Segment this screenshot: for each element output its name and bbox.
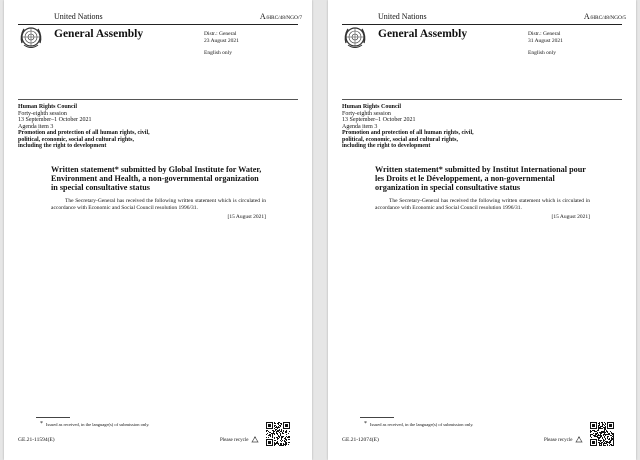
recycle-icon bbox=[574, 436, 584, 444]
agenda-item: Agenda item 3 bbox=[342, 123, 378, 130]
council-name: Human Rights Council bbox=[342, 104, 402, 110]
agenda-title-line: Promotion and protection of all human rights, civil, bbox=[18, 130, 150, 136]
session-name: Forty-eighth session bbox=[342, 110, 391, 117]
statement-title: Written statement* submitted by Institut International pour les Droits et le Développement, a non-governmental organization in special consultative status bbox=[375, 165, 586, 192]
body-name: General Assembly bbox=[378, 28, 468, 40]
un-emblem-icon bbox=[18, 24, 44, 50]
statement-date: [15 August 2021] bbox=[551, 214, 590, 220]
statement-date: [15 August 2021] bbox=[227, 214, 266, 220]
statement-body: The Secretary-General has received the following written statement which is circulated in accordance with Economic and Social Council resolution 1996/31. bbox=[51, 198, 266, 211]
agenda-title-line: political, economic, social and cultural rights, bbox=[18, 136, 134, 143]
org-name: United Nations bbox=[54, 12, 103, 21]
language-note: English only bbox=[528, 50, 556, 56]
recycle-icon bbox=[250, 436, 260, 444]
issue-date: 31 August 2021 bbox=[528, 38, 563, 44]
statement-title: Written statement* submitted by Global Institute for Water, Environment and Health, a non-governmental organization in special consultative status bbox=[51, 165, 262, 192]
org-name: United Nations bbox=[378, 12, 427, 21]
body-name: General Assembly bbox=[54, 28, 144, 40]
council-block bbox=[18, 104, 150, 150]
council-block bbox=[342, 104, 474, 150]
recycle-note: Please recycle bbox=[544, 436, 584, 444]
council-name: Human Rights Council bbox=[18, 104, 78, 110]
agenda-title-line: political, economic, social and cultural rights, bbox=[342, 136, 458, 143]
document-page-right bbox=[328, 0, 636, 460]
section-rule bbox=[18, 99, 298, 100]
statement-body: The Secretary-General has received the following written statement which is circulated in accordance with Economic and Social Council resolution 1996/31. bbox=[375, 198, 590, 211]
section-rule bbox=[342, 99, 622, 100]
document-symbol: A/HRC/48/NGO/5 bbox=[583, 12, 626, 21]
agenda-title-line: including the right to development bbox=[18, 143, 107, 149]
agenda-item: Agenda item 3 bbox=[18, 123, 54, 130]
issue-date: 23 August 2021 bbox=[204, 38, 239, 44]
un-emblem-icon bbox=[342, 24, 368, 50]
agenda-title-line: including the right to development bbox=[342, 143, 431, 149]
qr-code-icon bbox=[590, 422, 614, 446]
distr-label: Distr.: General bbox=[528, 31, 561, 37]
distr-label: Distr.: General bbox=[204, 31, 237, 37]
session-dates: 13 September–1 October 2021 bbox=[18, 117, 92, 123]
distribution-block bbox=[204, 31, 239, 45]
distribution-block bbox=[528, 31, 563, 45]
agenda-title-line: Promotion and protection of all human rights, civil, bbox=[342, 130, 474, 136]
recycle-note: Please recycle bbox=[220, 436, 260, 444]
document-symbol: A/HRC/48/NGO/7 bbox=[259, 12, 302, 21]
footnote-rule bbox=[360, 417, 394, 418]
header-rule bbox=[342, 24, 622, 25]
document-number: GE.21-11594(E) bbox=[18, 437, 55, 443]
footnote-rule bbox=[36, 417, 70, 418]
session-dates: 13 September–1 October 2021 bbox=[342, 117, 416, 123]
language-note: English only bbox=[204, 50, 232, 56]
footnote: * Issued as received, in the language(s) of submission only. bbox=[40, 421, 150, 427]
document-number: GE.21-12074(E) bbox=[342, 437, 379, 443]
qr-code-icon bbox=[266, 422, 290, 446]
session-name: Forty-eighth session bbox=[18, 110, 67, 117]
document-page-left bbox=[4, 0, 312, 460]
header-rule bbox=[18, 24, 298, 25]
footnote: * Issued as received, in the language(s) of submission only. bbox=[364, 421, 474, 427]
